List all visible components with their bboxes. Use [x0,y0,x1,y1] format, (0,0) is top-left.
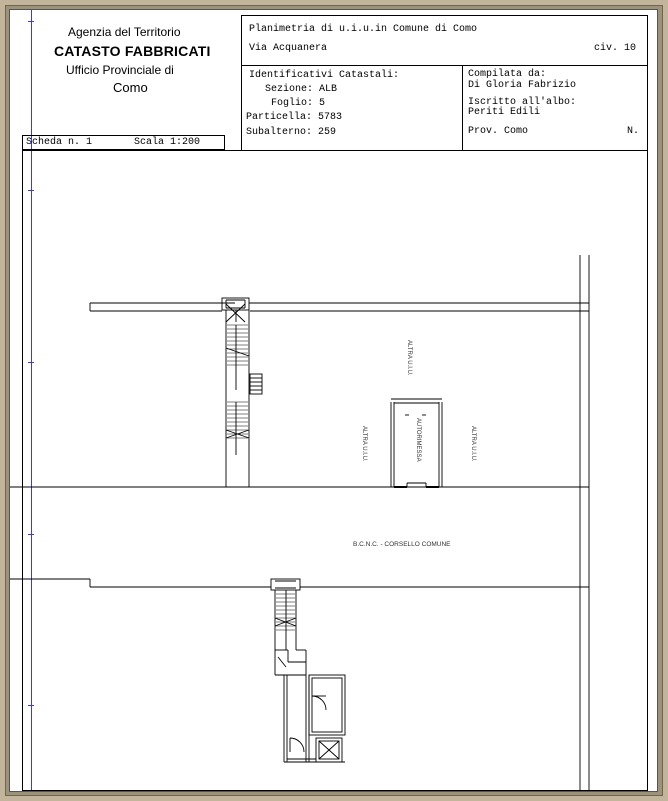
office-city: Como [113,80,148,95]
altra-uiu-label-right: ALTRA U.I.U. [470,426,476,462]
scale-value: Scala 1:200 [134,137,201,148]
catasto-title: CATASTO FABBRICATI [54,43,211,59]
sezione-value: Sezione: ALB [265,84,338,95]
planimetria-title: Planimetria di u.i.u.in Comune di Como [249,24,478,35]
altra-uiu-label-left: ALTRA U.I.U. [361,426,367,462]
altra-uiu-label-top: ALTRA U.I.U. [406,340,412,376]
scheda-number: Scheda n. 1 [26,137,93,148]
office-name: Ufficio Provinciale di [66,63,174,77]
iscritto-label: Iscritto all'albo: [468,97,577,108]
province: Prov. Como [468,126,529,137]
agency-name: Agenzia del Territorio [68,25,181,39]
number-label: N. [627,126,640,137]
floor-plan [10,10,657,791]
particella-value: Particella: 5783 [246,112,343,123]
autorimessa-label: AUTORIMESSA [415,418,421,462]
iscritto-value: Periti Edili [468,107,541,118]
document-page [9,9,658,792]
foglio-value: Foglio: 5 [271,98,326,109]
civic-number: civ. 10 [594,43,637,54]
bcnc-label: B.C.N.C. - CORSELLO COMUNE [353,541,451,548]
subalterno-value: Subalterno: 259 [246,127,337,138]
compilata-label: Compilata da: [468,69,547,80]
street-address: Via Acquanera [249,43,328,54]
compilata-name: Di Gloria Fabrizio [468,80,577,91]
identificativi-title: Identificativi Catastali: [249,70,400,81]
